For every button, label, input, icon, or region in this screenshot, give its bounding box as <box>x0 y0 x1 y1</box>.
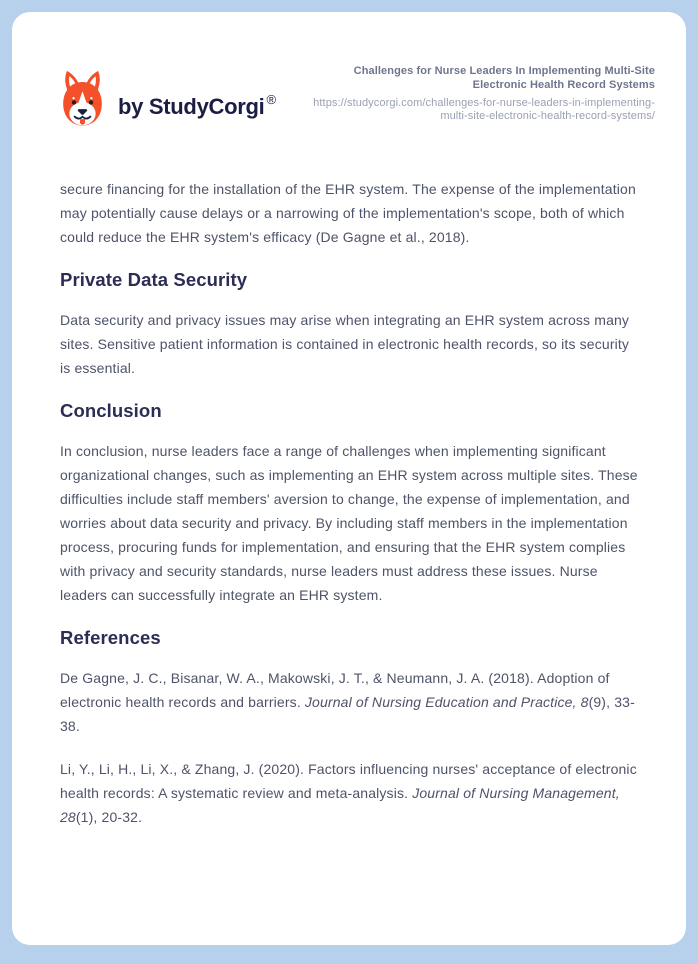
studycorgi-brand-link[interactable] <box>60 69 276 132</box>
reference-item <box>60 666 638 738</box>
reference-text: Li, Y., Li, H., Li, X., & Zhang, J. (2020). Factors influencing nurses' acceptance of electronic health records: A systematic review and meta-analysis. <box>60 761 637 801</box>
reference-text: (1), 20-32. <box>75 809 143 825</box>
corgi-logo-icon <box>60 69 105 132</box>
document-card <box>12 12 686 945</box>
document-meta <box>303 64 655 122</box>
reference-journal-italic: Journal of Nursing Education and Practice, 8 <box>304 694 589 710</box>
reference-item <box>60 757 638 829</box>
document-url-link[interactable]: https://studycorgi.com/challenges-for-nurse-leaders-in-implementing-multi-site-electronic-health-record-systems/ <box>313 97 655 122</box>
paragraph-private-data-security: Data security and privacy issues may arise when integrating an EHR system across many sites. Sensitive patient information is contained in electronic health records, so its security is essential. <box>60 312 630 376</box>
reference-text: De Gagne, J. C., Bisanar, W. A., Makowski, J. T., & Neumann, J. A. (2018). Adoption of electronic health records and barriers. <box>60 670 610 710</box>
reference-text: (9), 33-38. <box>60 694 635 734</box>
paragraph-continued: secure financing for the installation of the EHR system. The expense of the implementation may potentially cause delays or a narrowing of the implementation's scope, both of which could reduce the EHR system's efficacy (De Gagne et al., 2018). <box>60 181 636 245</box>
brand-name: by StudyCorgi ® <box>118 91 276 119</box>
reference-journal-italic: Journal of Nursing Management, 28 <box>60 785 620 825</box>
document-title: Challenges for Nurse Leaders In Implementing Multi-Site Electronic Health Record Systems <box>353 65 655 91</box>
essay-content <box>60 177 638 848</box>
section-heading-references: References <box>60 627 161 648</box>
registered-trademark-symbol: ® <box>266 91 276 107</box>
section-heading-conclusion: Conclusion <box>60 400 162 421</box>
paragraph-conclusion: In conclusion, nurse leaders face a range of challenges when implementing significant organizational changes, such as implementing an EHR system across multiple sites. These difficulties include staff members' aversion to change, the expense of implementation, and worries about data security and privacy. By including staff members in the implementation process, procuring funds for implementation, and ensuring that the EHR system complies with privacy and security standards, nurse leaders must address these issues. Nurse leaders can successfully integrate an EHR system. <box>60 443 638 603</box>
section-heading-private-data-security: Private Data Security <box>60 269 248 290</box>
